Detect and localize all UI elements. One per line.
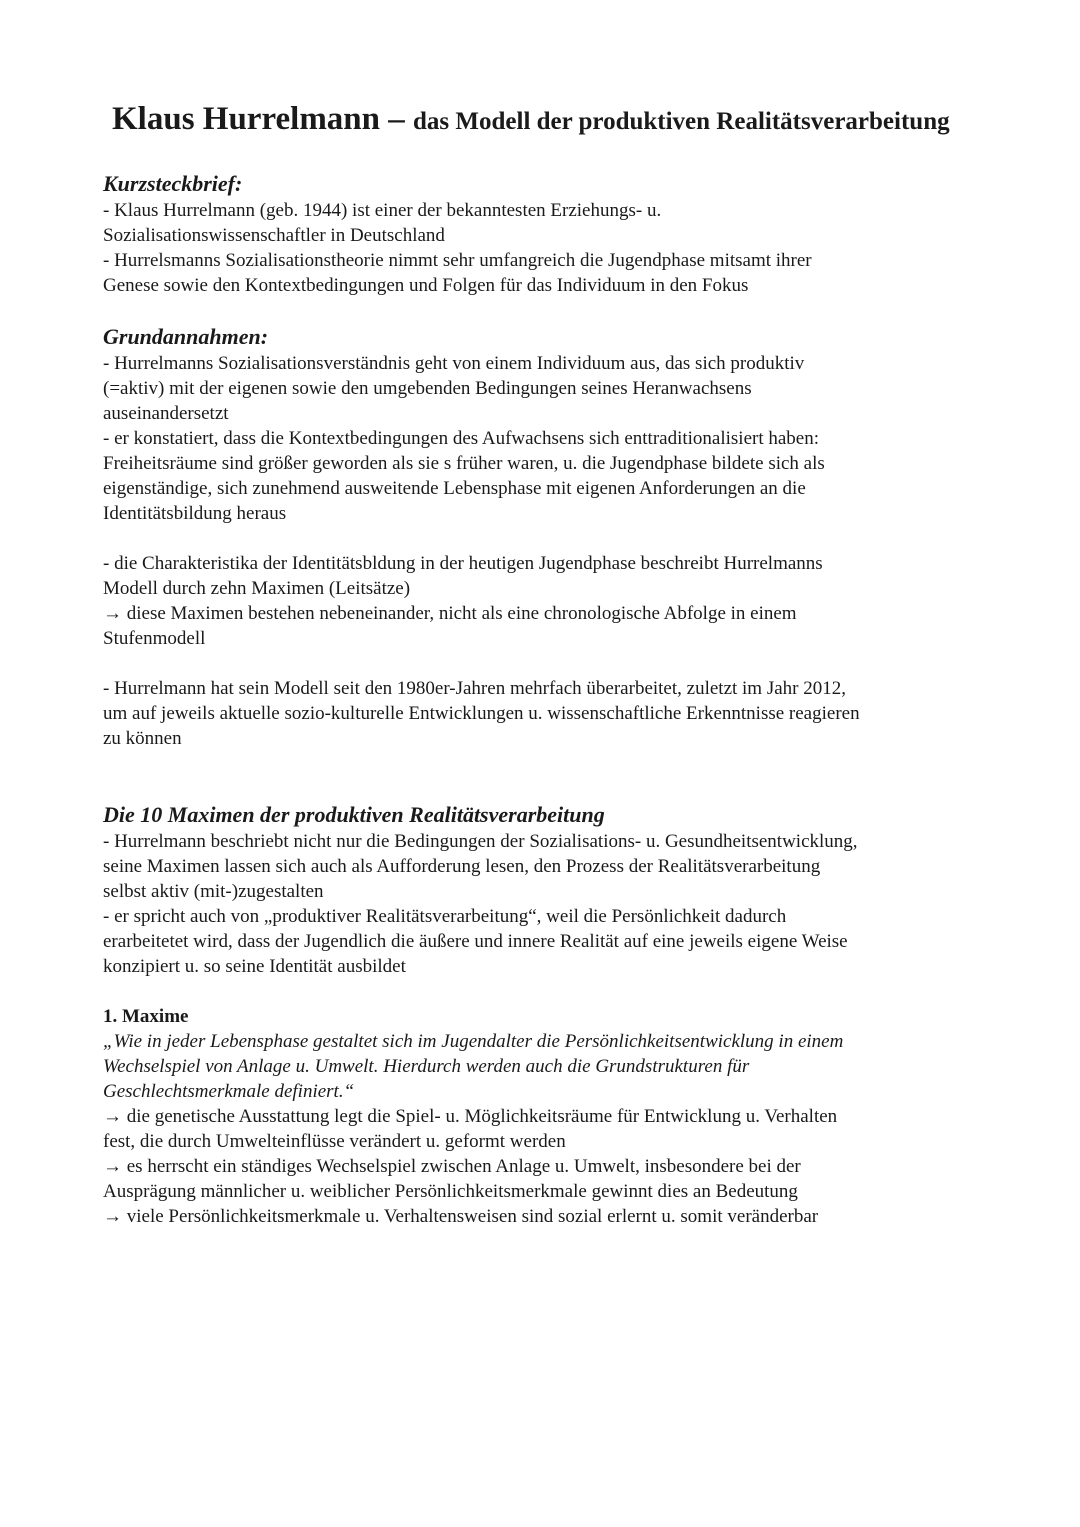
spacer xyxy=(103,526,983,551)
text-line: - Hurrelmann beschriebt nicht nur die Bedingungen der Sozialisations- u. Gesundheitsentwicklung, xyxy=(103,831,858,852)
text-line: Genese sowie den Kontextbedingungen und Folgen für das Individuum in den Fokus xyxy=(103,275,749,296)
text-line: → diese Maximen bestehen nebeneinander, nicht als eine chronologische Abfolge in einem xyxy=(103,603,797,624)
text-line: seine Maximen lassen sich auch als Aufforderung lesen, den Prozess der Realitätsverarbeitung xyxy=(103,856,821,877)
text-line: - die Charakteristika der Identitätsbldung in der heutigen Jugendphase beschreibt Hurrelmanns xyxy=(103,553,823,574)
spacer xyxy=(103,979,983,1004)
text-line: - er konstatiert, dass die Kontextbedingungen des Aufwachsens sich enttraditionalisiert haben: xyxy=(103,428,820,449)
text-line: (=aktiv) mit der eigenen sowie den umgebenden Bedingungen seines Heranwachsens xyxy=(103,378,752,399)
maxime-heading: 1. Maxime xyxy=(103,1006,189,1027)
text-line: fest, die durch Umwelteinflüsse verändert u. geformt werden xyxy=(103,1131,566,1152)
title-subtitle: das Modell der produktiven Realitätsverarbeitung xyxy=(413,108,950,135)
text-line: selbst aktiv (mit-)zugestalten xyxy=(103,881,324,902)
section-heading-kurzsteckbrief: Kurzsteckbrief: xyxy=(103,171,243,196)
text-line: um auf jeweils aktuelle sozio-kulturelle Entwicklungen u. wissenschaftliche Erkenntnisse reagieren xyxy=(103,703,860,724)
text-line: erarbeitetet wird, dass der Jugendlich die äußere und innere Realität auf eine jeweils eigene Weise xyxy=(103,931,848,952)
text-line: - er spricht auch von „produktiver Realitätsverarbeitung“, weil die Persönlichkeit dadurch xyxy=(103,906,787,927)
text-line: Stufenmodell xyxy=(103,628,206,649)
maxime-quote-line: Geschlechtsmerkmale definiert.“ xyxy=(103,1081,355,1102)
text-line: → die genetische Ausstattung legt die Spiel- u. Möglichkeitsräume für Entwicklung u. Verhalten xyxy=(103,1106,838,1127)
spacer xyxy=(103,298,983,323)
text-line: → viele Persönlichkeitsmerkmale u. Verhaltensweisen sind sozial erlernt u. somit veränderbar xyxy=(103,1206,819,1227)
title-name: Klaus Hurrelmann xyxy=(112,101,381,137)
text-line: auseinandersetzt xyxy=(103,403,229,424)
text-line: Sozialisationswissenschaftler in Deutschland xyxy=(103,225,445,246)
text-line: Ausprägung männlicher u. weiblicher Persönlichkeitsmerkmale gewinnt dies an Bedeutung xyxy=(103,1181,798,1202)
text-line: zu können xyxy=(103,728,182,749)
section-heading-maximen: Die 10 Maximen der produktiven Realitätsverarbeitung xyxy=(103,802,605,827)
text-line: Freiheitsräume sind größer geworden als sie s früher waren, u. die Jugendphase bildete sich als xyxy=(103,453,825,474)
spacer xyxy=(103,651,983,676)
document-body xyxy=(103,170,983,1229)
text-line: → es herrscht ein ständiges Wechselspiel zwischen Anlage u. Umwelt, insbesondere bei der xyxy=(103,1156,801,1177)
title-dash: – xyxy=(380,101,414,137)
section-heading-grundannahmen: Grundannahmen: xyxy=(103,324,269,349)
maxime-quote-line: Wechselspiel von Anlage u. Umwelt. Hierdurch werden auch die Grundstrukturen für xyxy=(103,1056,750,1077)
text-line: Identitätsbildung heraus xyxy=(103,503,287,524)
text-line: eigenständige, sich zunehmend ausweitende Lebensphase mit eigenen Anforderungen an die xyxy=(103,478,806,499)
maxime-quote-line: „Wie in jeder Lebensphase gestaltet sich im Jugendalter die Persönlichkeitsentwicklung in einem xyxy=(103,1031,844,1052)
page-title xyxy=(112,103,950,136)
text-line: - Hurrelsmanns Sozialisationstheorie nimmt sehr umfangreich die Jugendphase mitsamt ihrer xyxy=(103,250,812,271)
text-line: konzipiert u. so seine Identität ausbildet xyxy=(103,956,406,977)
text-line: - Hurrelmann hat sein Modell seit den 1980er-Jahren mehrfach überarbeitet, zuletzt im Jahr 2012, xyxy=(103,678,846,699)
text-line: Modell durch zehn Maximen (Leitsätze) xyxy=(103,578,411,599)
text-line: - Hurrelmanns Sozialisationsverständnis geht von einem Individuum aus, das sich produktiv xyxy=(103,353,805,374)
text-line: - Klaus Hurrelmann (geb. 1944) ist einer der bekanntesten Erziehungs- u. xyxy=(103,200,662,221)
spacer xyxy=(103,751,983,801)
